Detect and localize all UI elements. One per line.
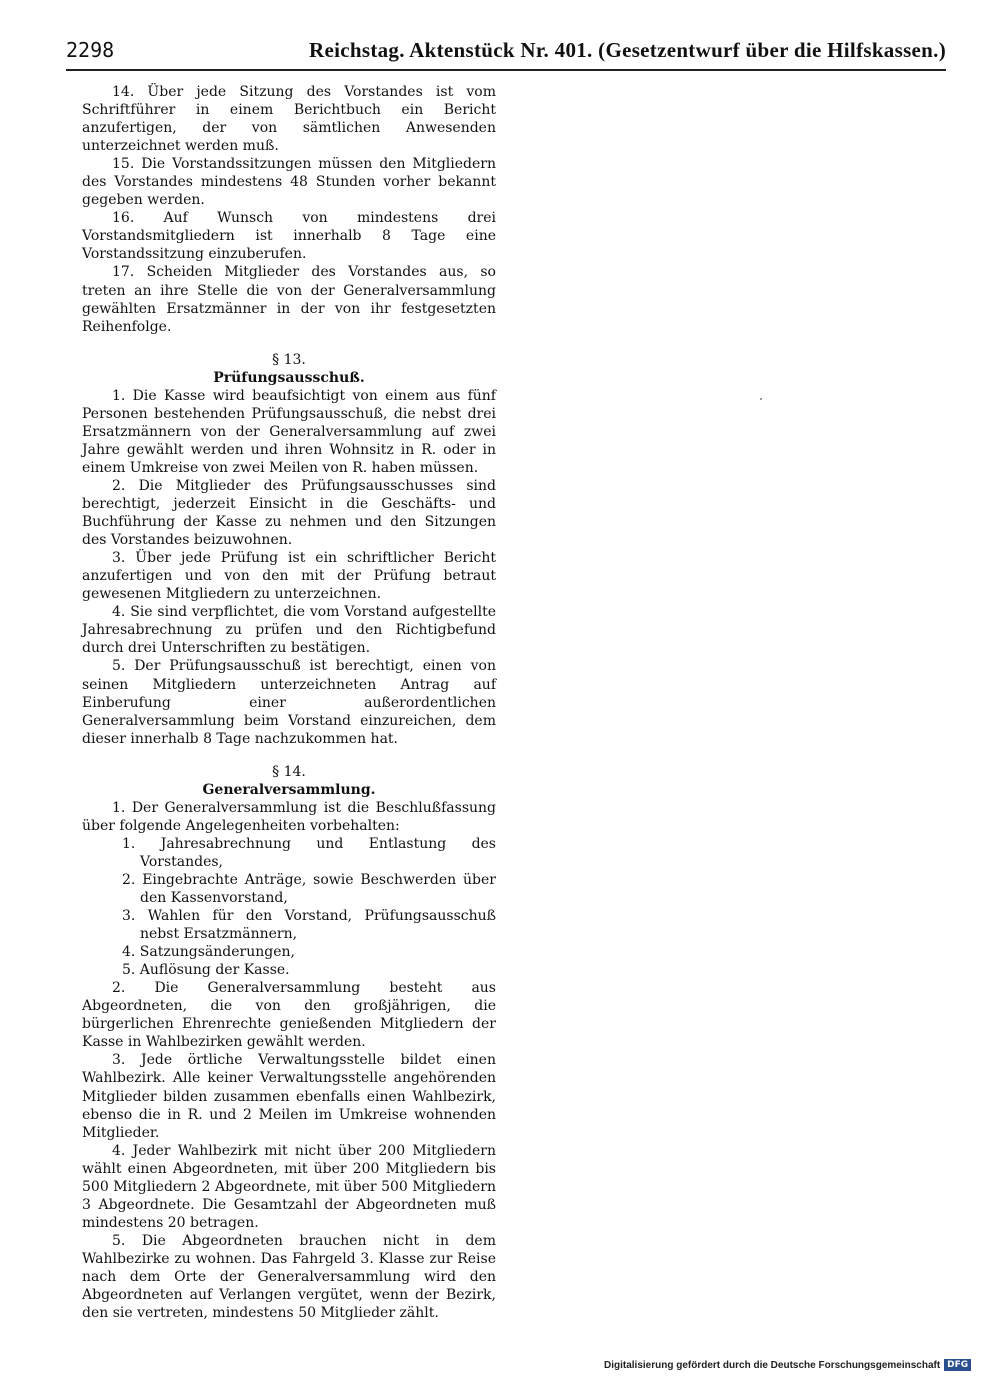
credit-text: Digitalisierung gefördert durch die Deutsche Forschungsgemeinschaft <box>604 1359 941 1371</box>
paragraph: 17. Scheiden Mitglieder des Vorstandes aus, so treten an ihre Stelle die von der Generalversammlung gewählten Ersatzmänner in der von ihr festgesetzten Reihenfolge. <box>82 264 496 335</box>
paragraph: 3. Jede örtliche Verwaltungsstelle bildet einen Wahlbezirk. Alle keiner Verwaltungsstelle angehörenden Mitglieder bilden zusammen ebenfalls einen Wahlbezirk, ebenso die in R. und 2 Meilen im Umkreise wohnenden Mitglieder. <box>82 1052 496 1141</box>
paragraph: 1. Der Generalversammlung ist die Beschlußfassung über folgende Angelegenheiten vorbehalten: <box>82 799 496 834</box>
list-item: 1. Jahresabrechnung und Entlastung des Vorstandes, <box>122 835 496 870</box>
page-header <box>66 38 946 63</box>
text-column <box>82 83 496 1322</box>
paragraph: 2. Die Mitglieder des Prüfungsausschusses sind berechtigt, jederzeit Einsicht in die Geschäfts- und Buchführung der Kasse zu nehmen und den Sitzungen des Vorstandes beizuwohnen. <box>82 477 496 549</box>
page-number: 2298 <box>66 38 115 62</box>
paragraph: 4. Sie sind verpflichtet, die vom Vorstand aufgestellte Jahresabrechnung zu prüfen und den Richtigbefund durch drei Unterschriften zu bestätigen. <box>82 604 496 657</box>
paragraph: 5. Die Abgeordneten brauchen nicht in dem Wahlbezirke zu wohnen. Das Fahrgeld 3. Klasse zur Reise nach dem Orte der Generalversammlung wird den Abgeordneten auf Verlangen vergütet, wenn der Bezirk, den sie vertreten, mindestens 50 Mitglieder zählt. <box>82 1232 496 1322</box>
list-item: 3. Wahlen für den Vorstand, Prüfungsausschuß nebst Ersatzmännern, <box>122 908 496 943</box>
section-title: Prüfungsausschuß. <box>213 369 365 386</box>
paragraph: 4. Jeder Wahlbezirk mit nicht über 200 Mitgliedern wählt einen Abgeordneten, mit über 200 Mitgliedern bis 500 Mitgliedern 2 Abgeordnete, mit über 500 Mitgliedern 3 Abgeordnete. Die Gesamtzahl der Abgeordneten muß mindestens 20 betragen. <box>82 1142 496 1231</box>
list-item: 2. Eingebrachte Anträge, sowie Beschwerden über den Kassenvorstand, <box>122 871 496 907</box>
paragraph: 2. Die Generalversammlung besteht aus Abgeordneten, die von den großjährigen, die bürgerlichen Ehrenrechte genießenden Mitgliedern der Kasse in Wahlbezirken gewählt werden. <box>82 980 496 1051</box>
running-title: Reichstag. Aktenstück Nr. 401. (Gesetzentwurf über die Hilfskassen.) <box>309 38 946 62</box>
paragraph: 1. Die Kasse wird beaufsichtigt von einem aus fünf Personen bestehenden Prüfungsausschuß, die nebst drei Ersatzmännern von der Generalversammlung auf zwei Jahre gewählt werden und ihren Wohnsitz in R. oder in einem Umkreise von zwei Meilen von R. haben müssen. <box>82 387 496 476</box>
scan-speck <box>760 398 762 400</box>
paragraph: 14. Über jede Sitzung des Vorstandes ist vom Schriftführer in einem Berichtbuch ein Bericht anzufertigen, der von sämtlichen Anwesenden unterzeichnet werden muß. <box>82 84 496 155</box>
section-number: § 13. <box>272 351 306 368</box>
section-number: § 14. <box>272 763 306 780</box>
paragraph: 16. Auf Wunsch von mindestens drei Vorstandsmitgliedern ist innerhalb 8 Tage eine Vorstandssitzung einzuberufen. <box>82 210 496 263</box>
paragraph: 15. Die Vorstandssitzungen müssen den Mitgliedern des Vorstandes mindestens 48 Stunden vorher bekannt gegeben werden. <box>82 156 496 209</box>
paragraph: 3. Über jede Prüfung ist ein schriftlicher Bericht anzufertigen und von den mit der Prüfung betraut gewesenen Mitgliedern zu unterzeichnen. <box>82 550 496 603</box>
dfg-logo: DFG <box>944 1359 971 1371</box>
header-rule <box>66 69 946 71</box>
list-item: 4. Satzungsänderungen, <box>122 944 295 961</box>
digitization-credit <box>604 1359 971 1371</box>
paragraph: 5. Der Prüfungsausschuß ist berechtigt, einen von seinen Mitgliedern unterzeichneten Antrag auf Einberufung einer außerordentlichen Generalversammlung beim Vorstand einzureichen, dem dieser innerhalb 8 Tage nachzukommen hat. <box>82 658 496 747</box>
section-title: Generalversammlung. <box>202 781 376 798</box>
matters-list <box>82 835 496 979</box>
list-item: 5. Auflösung der Kasse. <box>122 962 290 979</box>
